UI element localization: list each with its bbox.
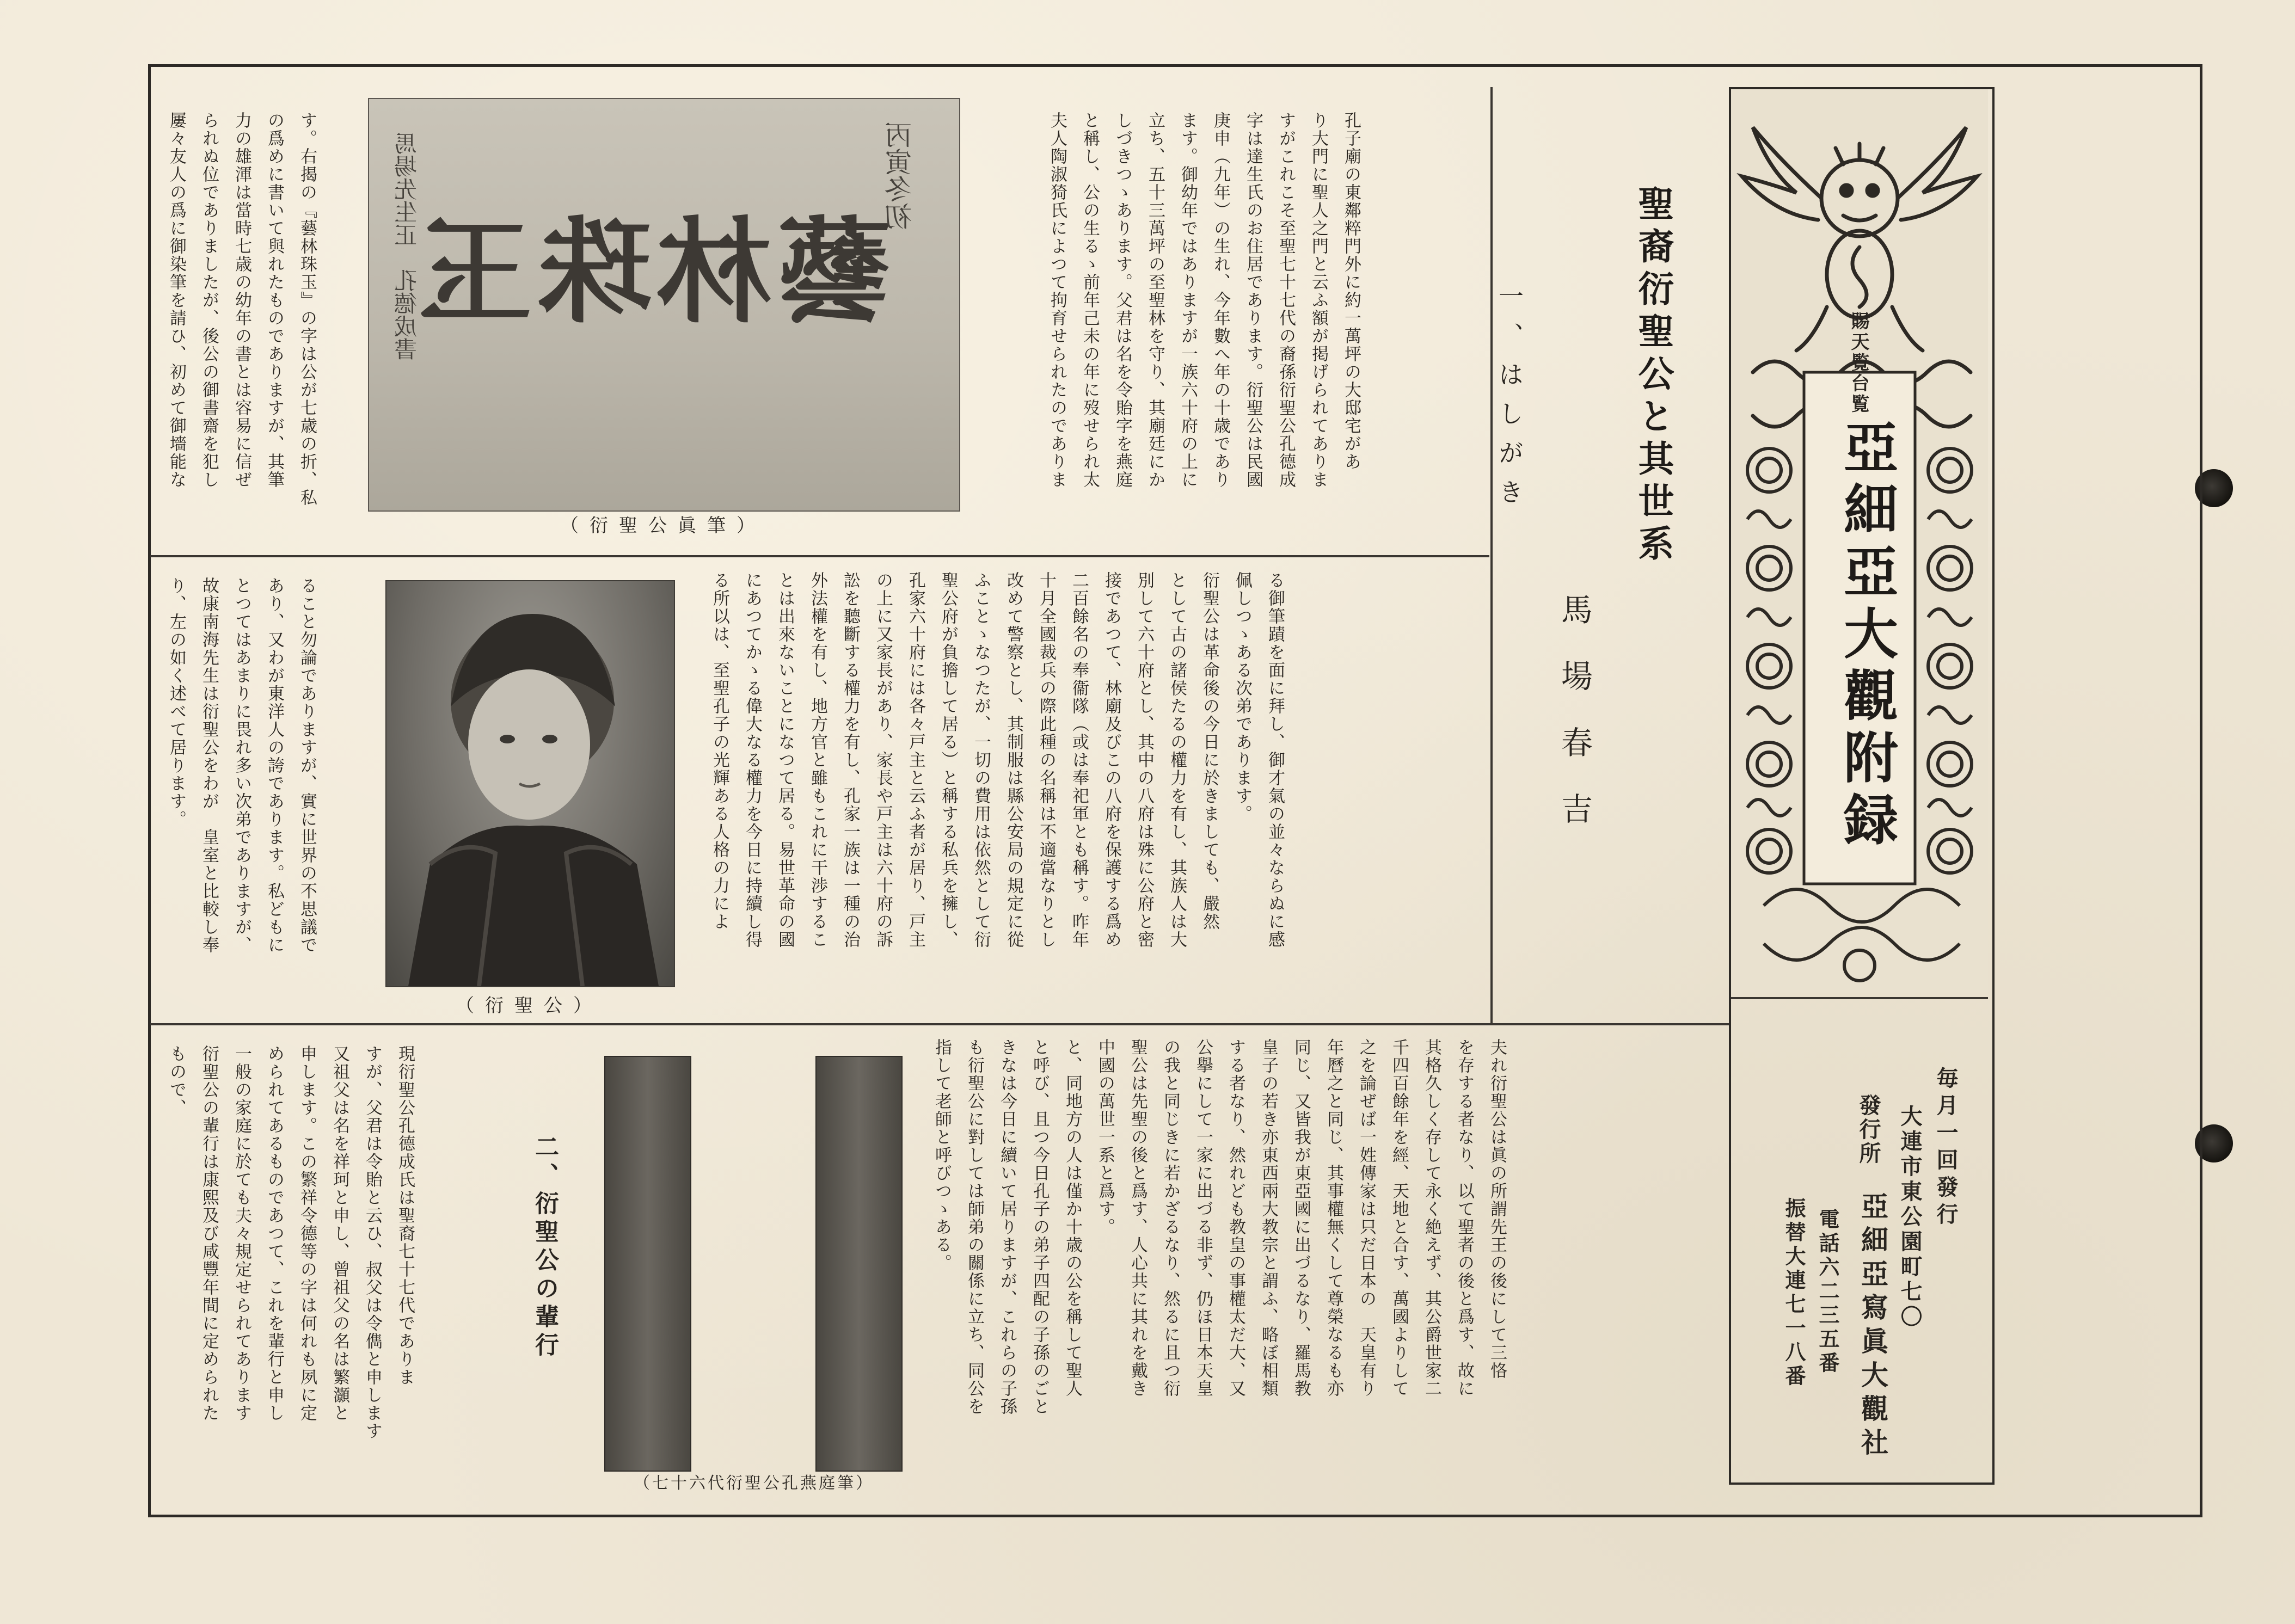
publisher-label: 發行所 [1856,1094,1881,1166]
text-column-line: 訟を聽斷する權力を有し、孔家一族は一種の治 [840,571,860,949]
scroll-photo-right [815,1056,903,1472]
text-column-line: 衍聖公は革命後の今日に於きましても、嚴然 [1200,571,1219,931]
text-column-line: 之を論ぜば一姓傳家は只だ日本の 天皇有り [1357,1038,1376,1398]
text-column-line: 力の雄渾は當時七歳の幼年の書とは容易に信ぜ [232,112,251,489]
address: 大連市東公園町七〇 [1897,1105,1923,1330]
text-column-line: 二百餘名の奉衞隊（或は奉祀軍とも稱す。昨年 [1069,571,1089,949]
text-column-line: り、左の如く述べて居ります。 [167,577,186,828]
text-column-line: の爲めに書いて與れたものでありますが、其筆 [265,112,284,489]
text-column-line: の我と同じきに若かざるなり、然るに且つ衍 [1161,1038,1180,1398]
text-column-line: 現衍聖公孔德成氏は聖裔七十七代でありま [395,1045,415,1386]
text-column-line: 千四百餘年を經、天地と合す、萬國よりして [1389,1038,1409,1398]
text-column-line: す。右揭の『藝林珠玉』の字は公が七歳の折、私 [297,112,317,507]
text-column-line: 又祖父は名を祥珂と申し、曾祖父の名は繁灝と [330,1045,349,1422]
scroll-caption: （七十六代衍聖公孔燕庭筆） [634,1474,874,1493]
text-column-line: 中國の萬世一系と爲す。 [1095,1038,1115,1236]
calligraphy-main: 藝林珠玉 [412,205,892,339]
phone: 電話六二三五番 [1815,1208,1840,1376]
text-lower-left [160,1045,421,1440]
text-column-line: を存する者なり、以て聖者の後と爲す、故に [1455,1038,1474,1398]
text-column-line: とは出來ないことになつて居る。易世革命の國 [775,571,795,949]
transfer-account: 振替大連七一八番 [1782,1197,1806,1389]
text-column-line: 孔子廟の東鄰粹門外に約一萬坪の大邸宅があ [1341,112,1361,471]
text-column-line: にあつてかゝる偉大なる權力を今日に持續し得 [742,571,762,949]
text-column-line: もので、 [167,1045,186,1117]
text-column-line: 衍聖公の輩行は康熙及び咸豐年間に定められた [199,1045,219,1422]
text-column-line: る御筆蹟を面に拜し、御才氣の並々ならぬに感 [1265,571,1285,949]
text-column-line: すが、父君は令貽と云ひ、叔父は令儁と申します [363,1045,382,1440]
calligraphy-signature: 馬場先生正 孔德成書 [394,132,420,360]
text-column-line: として古の諸侯たるの權力を有し、其族人は大 [1167,571,1187,949]
text-column-line: する者なり、然れども教皇の事權太だ大、又 [1226,1038,1245,1398]
text-column-line: 夫れ衍聖公は眞の所謂先王の後にして三恪 [1487,1038,1507,1380]
portrait-caption: （衍聖公） [456,995,603,1017]
text-column-line: ます。御幼年ではありますが一族六十府の上に [1178,112,1198,489]
text-column-line: 接であつて、林廟及びこの八府を保護する爲め [1102,571,1121,949]
text-column-line: 申します。この繁祥令德等の字は何れも夙に定 [297,1045,317,1422]
calligraphy-date: 丙寅冬初 [885,121,916,230]
text-column-line: 年曆之と同じ、其事權無くして尊榮なるも亦 [1324,1038,1343,1398]
text-column-line: 字は達生氏のお住居であります。衍聖公は民國 [1243,112,1263,489]
text-column-line: ふことゝなつたが、一切の費用は依然として衍 [971,571,991,949]
upper-band-divider [150,555,1489,557]
article-title: 聖裔衍聖公と其世系 [1632,185,1674,567]
portrait-figure [386,581,674,986]
text-column-line: 指して老師と呼びつゝある。 [932,1038,952,1272]
text-column-line: と呼び、且つ今日孔子の弟子四配の子孫のごと [1030,1038,1050,1416]
text-middle-left [160,577,323,954]
frequency: 毎月一回發行 [1933,1067,1959,1230]
text-column-line: 改めて警察とし、其制服は縣公安局の規定に從 [1004,571,1023,949]
title-column-divider [1490,87,1493,1023]
scroll-photo-left [604,1056,691,1472]
text-column-line: ること勿論でありますが、實に世界の不思議で [297,577,317,954]
calligraphy-caption: （衍聖公眞筆） [560,515,766,537]
text-column-line: とつてはあまりに畏れ多い次弟でありますが、 [232,577,251,954]
text-column-line: 佩しつゝある次弟であります。 [1232,571,1252,823]
text-column-line: 皇子の若き亦東西兩大教宗と謂ふ、略ぼ相類 [1259,1038,1278,1398]
text-column-line: られぬ位でありましたが、後公の御書齋を犯し [199,112,219,489]
text-lower-right [925,1038,1513,1416]
text-column-line: 外法權を有し、地方官と雖もこれに干渉するこ [808,571,827,949]
section2-heading: 二、衍聖公の輩行 [531,1134,559,1361]
text-column-line: り大門に聖人之門と云ふ額が掲げられてありま [1309,112,1328,489]
text-column-line: 聖公は先聖の後と爲す、人心共に其れを戴き [1128,1038,1148,1398]
text-column-line: 屢々友人の爲に御染筆を請ひ、初めて御墻能な [167,112,186,489]
imprimatur-label: 賜天覧台覧 [1848,311,1869,415]
text-middle-right [703,571,1291,949]
text-column-line: 十月全國裁兵の際此種の名稱は不適當なりとし [1036,571,1056,949]
text-column-line: 一般の家庭に於ても夫々規定せられてあります [232,1045,251,1422]
text-column-line: められてあるものであつて、これを輩行と申し [265,1045,284,1422]
text-column-line: きなは今日に續いて居りますが、これらの子孫 [997,1038,1017,1416]
middle-band-divider [150,1023,1729,1025]
text-upper-left [160,112,323,507]
text-column-line: 聖公府が負擔して居る）と稱する私兵を擁し、 [938,571,958,949]
text-column-line: と、同地方の人は僅か十歳の公を稱して聖人 [1063,1038,1082,1398]
text-column-line: も衍聖公に對しては師弟の關係に立ち、同公を [965,1038,984,1416]
text-column-line: 庚申（九年）の生れ、今年數へ年の十歳であり [1211,112,1230,489]
publisher-name: 亞細亞寫眞大觀社 [1857,1192,1889,1462]
text-column-line: あり、又わが東洋人の誇であります。私どもに [265,577,284,954]
text-column-line: 別して六十府とし、其中の八府は殊に公府と密 [1134,571,1154,949]
portrait-photo [385,580,675,987]
text-column-line: の上に又家長があり、家長や戸主は六十府の訴 [873,571,893,949]
text-column-line: 孔家六十府には各々戸主と云ふ者が居り、戸主 [906,571,925,949]
text-column-line: 夫人陶淑猗氏によつて拘育せられたのでありま [1047,112,1067,489]
text-column-line: 故康南海先生は衍聖公をわが 皇室と比較し奉 [199,577,219,954]
text-column-line: る所以は、至聖孔子の光輝ある人格の力によ [710,571,729,931]
text-column-line: 公擧にして一家に出づる非ず、仍ほ日本天皇 [1193,1038,1213,1398]
text-column-line: 同じ、又皆我が東亞國に出づるなり、羅馬教 [1291,1038,1311,1398]
text-column-line: 立ち、五十三萬坪の至聖林を守り、其廟廷にか [1145,112,1165,489]
text-column-line: と稱し、公の生るゝ前年己未の年に歿せられ太 [1080,112,1100,489]
text-upper-right [1041,112,1367,489]
text-column-line: 其格久しく存して永く絶えず、其公爵世家二 [1422,1038,1441,1398]
article-author: 馬場春吉 [1556,593,1593,859]
text-column-line: すがこれこそ至聖七十七代の裔孫衍聖公孔德成 [1276,112,1296,489]
masthead-divider [1731,997,1988,999]
series-title: 亞細亞大觀附録 [1834,419,1899,853]
text-column-line: しづきつゝあります。父君は名を令貽字を燕庭 [1113,112,1132,489]
section1-heading: 一、はしがき [1495,283,1524,518]
calligraphy-photo [368,98,960,512]
